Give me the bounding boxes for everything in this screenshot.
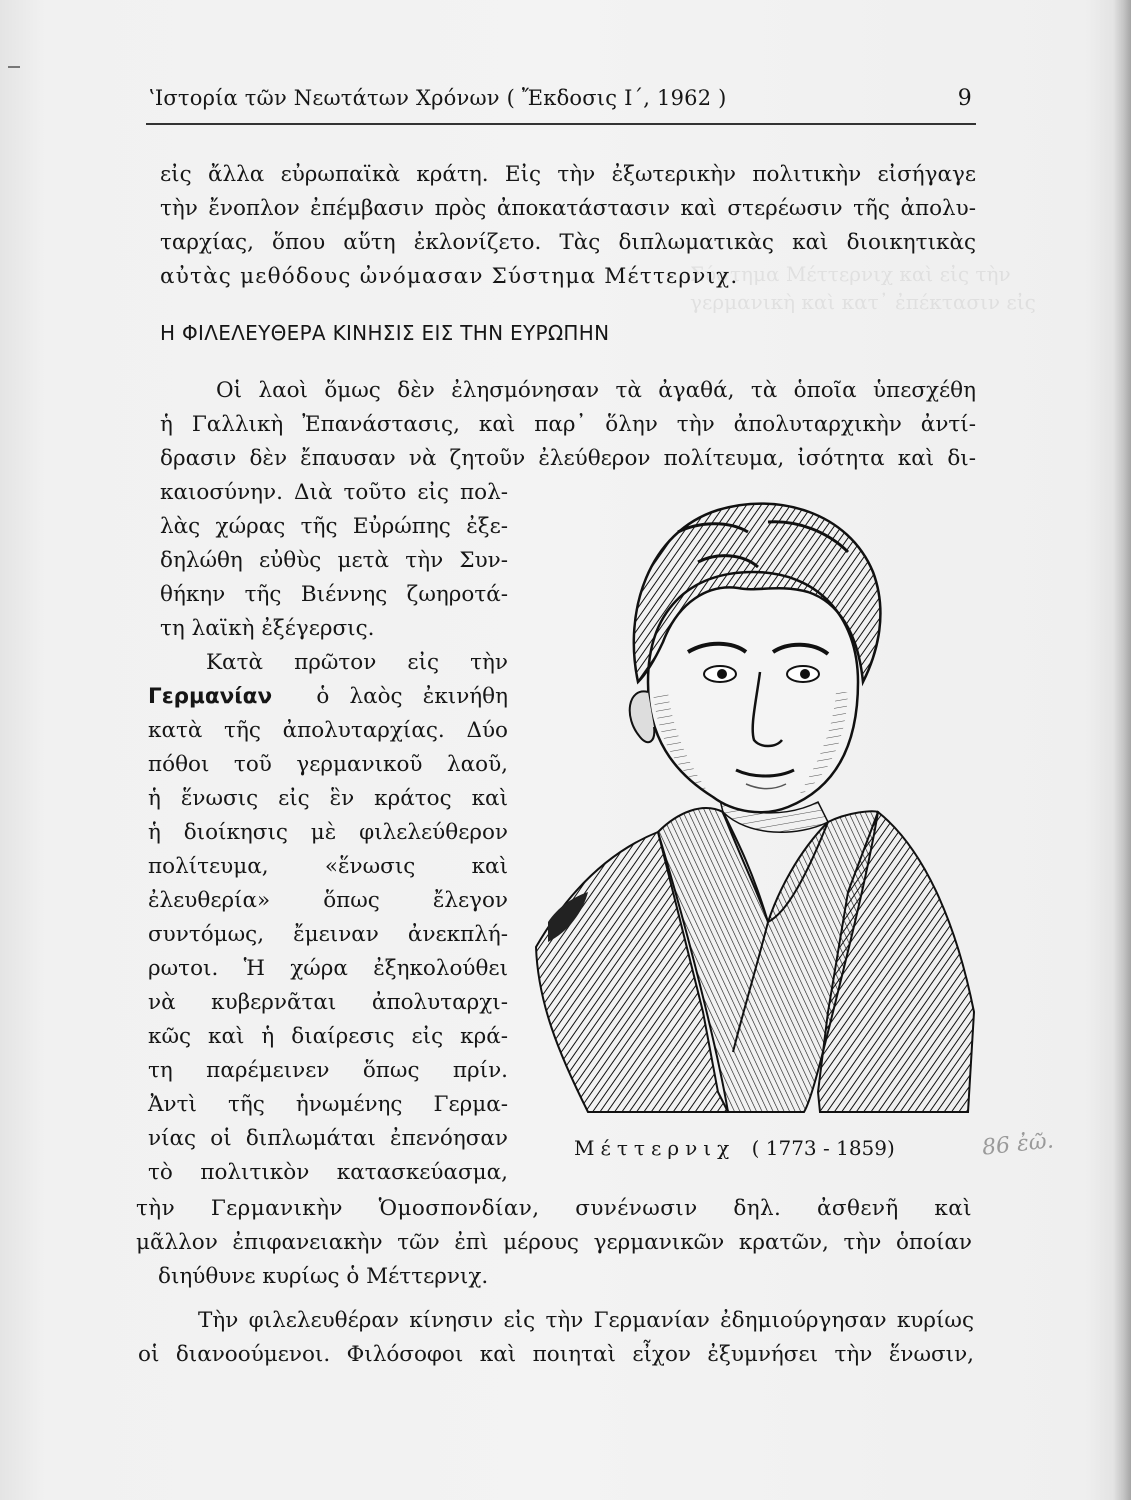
text-line: ἡ Γαλλικὴ Ἐπανάστασις, καὶ παρ᾽ ὅλην τὴν ἀπολυταρχικὴν ἀντί- — [160, 412, 976, 437]
portrait-caption — [574, 1136, 895, 1160]
page-shadow-edge — [1113, 0, 1131, 1500]
text-line: τὴν ἔνοπλον ἐπέμβασιν πρὸς ἀποκατάστασιν καὶ στερέωσιν τῆς ἀπολυ- — [160, 196, 976, 221]
text-line: Τὴν φιλελευθέραν κίνησιν εἰς τὴν Γερμανίαν ἐδημιούργησαν κυρίως — [198, 1308, 974, 1333]
caption-name: Μέττερνιχ — [574, 1136, 736, 1160]
text-line: ταρχίας, ὅπου αὕτη ἐκλονίζετο. Τὰς διπλωματικὰς καὶ διοικητικὰς — [160, 230, 976, 255]
text-line: τη λαϊκὴ ἐξέγερσις. — [160, 616, 375, 641]
text-line: θήκην τῆς Βιέννης ζωηροτά- — [160, 582, 508, 607]
bleed-through-text: γερμανικὴ καὶ κατ᾽ ἐπέκτασιν εἰς — [690, 290, 1036, 314]
section-heading: Η ΦΙΛΕΛΕΥΘΕΡΑ ΚΙΝΗΣΙΣ ΕΙΣ ΤΗΝ ΕΥΡΩΠΗΝ — [160, 321, 610, 345]
text-line: δηλώθη εὐθὺς μετὰ τὴν Συν- — [160, 548, 508, 573]
text-line: Ἀντὶ τῆς ἡνωμένης Γερμα- — [148, 1092, 508, 1117]
text-line: κῶς καὶ ἡ διαίρεσις εἰς κρά- — [148, 1024, 508, 1049]
text-line: διηύθυνε κυρίως ὁ Μέττερνιχ. — [158, 1264, 489, 1289]
text-line — [148, 682, 508, 712]
text-line: νίας οἱ διπλωμάται ἐπενόησαν — [148, 1126, 508, 1151]
text-line: Κατὰ πρῶτον εἰς τὴν — [206, 650, 508, 675]
text-line: καιοσύνην. Διὰ τοῦτο εἰς πολ- — [160, 480, 508, 505]
metternich-portrait — [528, 492, 982, 1132]
running-title: ʽΙστορία τῶν Νεωτάτων Χρόνων ( Ἔκδοσις Ι΄, 1962 ) — [148, 86, 727, 110]
text-line: κατὰ τῆς ἀπολυταρχίας. Δύο — [148, 718, 508, 743]
bleed-through-text: Σύστημα Μέττερνιχ καὶ εἰς τὴν — [690, 262, 1011, 286]
text-line: τη παρέμεινεν ὅπως πρίν. — [148, 1058, 508, 1083]
margin-mark — [8, 66, 20, 68]
text-line: Οἱ λαοὶ ὅμως δὲν ἐλησμόνησαν τὰ ἀγαθά, τὰ ὁποῖα ὑπεσχέθη — [216, 378, 976, 403]
header-rule — [146, 123, 976, 125]
text-line: δρασιν δὲν ἔπαυσαν νὰ ζητοῦν ἐλεύθερον πολίτευμα, ἰσότητα καὶ δι- — [160, 446, 976, 471]
text-line: αὐτὰς μεθόδους ὠνόμασαν Σύστημα Μέττερνιχ. — [160, 264, 739, 289]
text-line: τὸ πολιτικὸν κατασκεύασμα, — [148, 1160, 508, 1185]
text-line: συντόμως, ἔμειναν ἀνεκπλή- — [148, 922, 508, 947]
text-line: ἐλευθερία» ὅπως ἔλεγον — [148, 888, 508, 913]
text-line: νὰ κυβερνᾶται ἀπολυταρχι- — [148, 990, 508, 1015]
text-line: οἱ διανοούμενοι. Φιλόσοφοι καὶ ποιηταὶ εἶχον ἐξυμνήσει τὴν ἕνωσιν, — [138, 1342, 974, 1367]
text-line: ἡ διοίκησις μὲ φιλελεύθερον — [148, 820, 508, 845]
text-line: πολίτευμα, «ἕνωσις καὶ — [148, 854, 508, 879]
text-line: εἰς ἄλλα εὐρωπαϊκὰ κράτη. Εἰς τὴν ἐξωτερικὴν πολιτικὴν εἰσήγαγε — [160, 162, 976, 187]
text-line: τὴν Γερμανικὴν Ὁμοσπονδίαν, συνένωσιν δηλ. ἀσθενῆ καὶ — [136, 1196, 972, 1221]
text-fragment: ὁ λαὸς ἐκινήθη — [316, 684, 508, 709]
handwritten-margin-note: 86 ἐῶ. — [980, 1128, 1055, 1161]
text-line: ἡ ἕνωσις εἰς ἓν κράτος καὶ — [148, 786, 508, 811]
page-number: 9 — [957, 86, 972, 111]
running-head — [148, 86, 974, 120]
bold-keyword: Γερμανίαν — [148, 684, 273, 709]
text-line: πόθοι τοῦ γερμανικοῦ λαοῦ, — [148, 752, 508, 777]
text-line: μᾶλλον ἐπιφανειακὴν τῶν ἐπὶ μέρους γερμανικῶν κρατῶν, τὴν ὁποίαν — [136, 1230, 972, 1255]
text-line: λὰς χώρας τῆς Εὐρώπης ἐξε- — [160, 514, 508, 539]
caption-years: ( 1773 - 1859) — [751, 1136, 895, 1160]
text-line: ρωτοι. Ἡ χώρα ἐξηκολούθει — [148, 956, 508, 981]
